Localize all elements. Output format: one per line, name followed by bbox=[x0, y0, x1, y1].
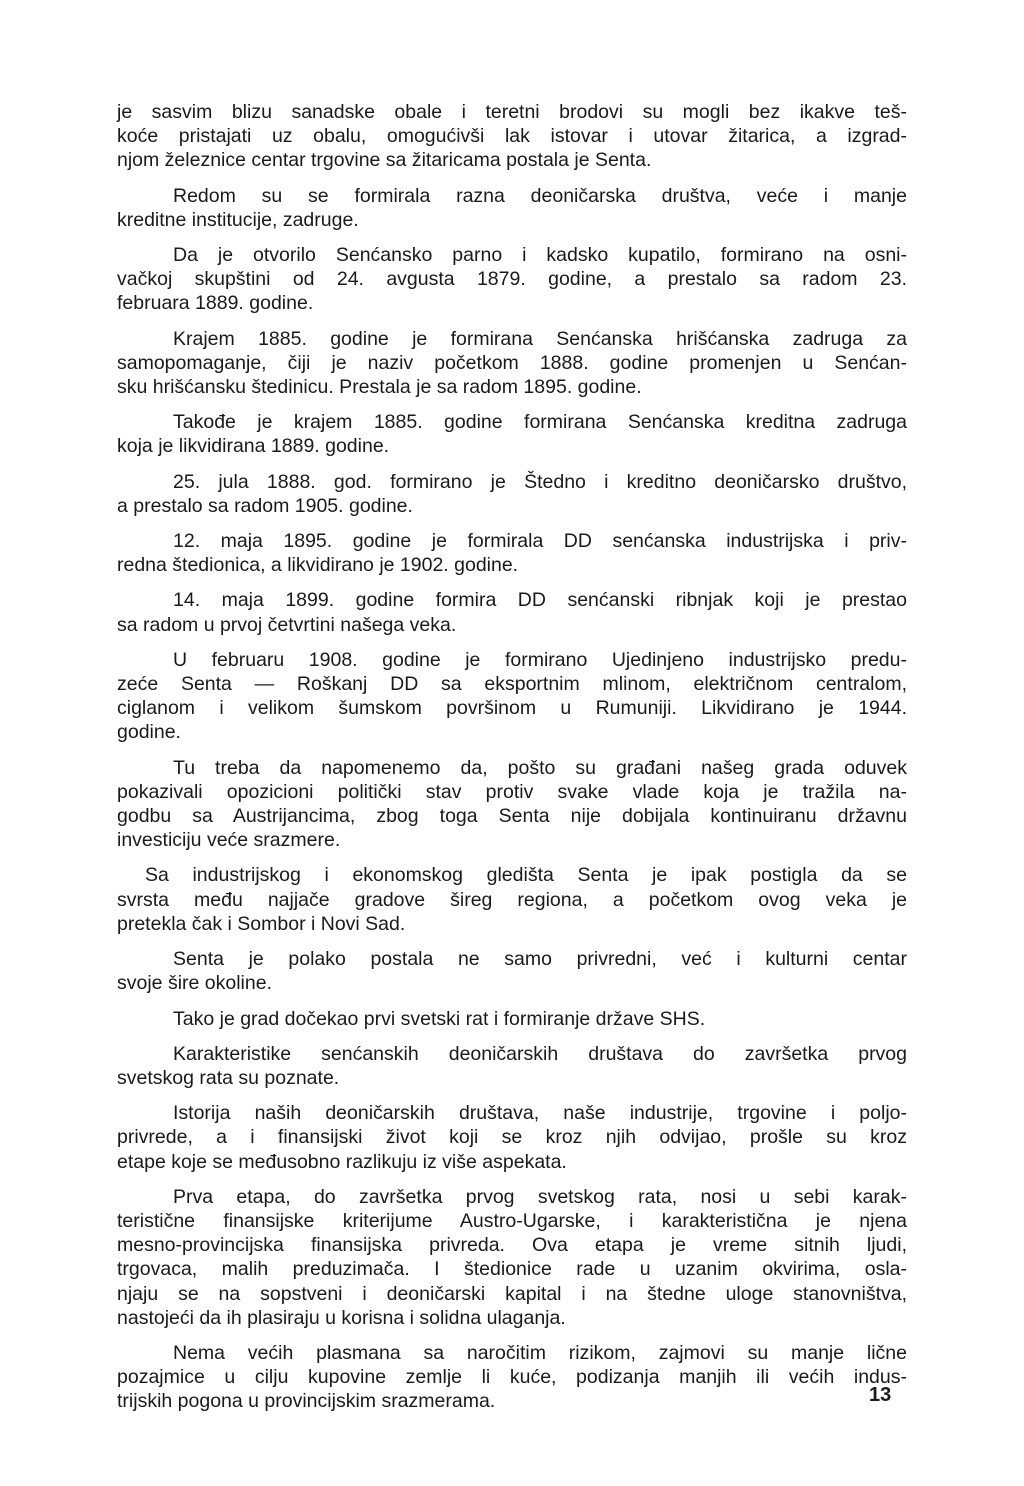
text-line: etape koje se međusobno razlikuju iz više aspekata. bbox=[117, 1150, 567, 1173]
text-line: Takođe je krajem 1885. godine formirana Senćanska kreditna zadruga bbox=[173, 411, 907, 434]
paragraph bbox=[117, 470, 907, 518]
text-line: ciglanom i velikom šumskom površinom u Rumuniji. Likvidirano je 1944. bbox=[117, 697, 907, 720]
text-line: Senta je polako postala ne samo privredni, već i kulturni centar bbox=[173, 948, 907, 971]
paragraph bbox=[117, 1341, 907, 1414]
text-line: Nema većih plasmana sa naročitim rizikom, zajmovi su manje lične bbox=[173, 1341, 907, 1364]
text-line: trgovaca, malih preduzimača. I štedionice rade u uzanim okvirima, osla- bbox=[117, 1258, 907, 1281]
text-line: mesno-provincijska finansijska privreda. Ova etapa je vreme sitnih ljudi, bbox=[117, 1234, 907, 1257]
text-line: Istorija naših deoničarskih društava, naše industrije, trgovine i poljo- bbox=[173, 1102, 907, 1125]
text-line: vačkoj skupštini od 24. avgusta 1879. godine, a prestalo sa radom 23. bbox=[117, 268, 907, 291]
text-line: sku hrišćansku štedinicu. Prestala je sa radom 1895. godine. bbox=[117, 376, 642, 399]
text-line: 14. maja 1899. godine formira DD senćanski ribnjak koji je prestao bbox=[173, 589, 907, 612]
text-line: Da je otvorilo Senćansko parno i kadsko kupatilo, formirano na osni- bbox=[173, 244, 907, 267]
text-line: Tako je grad dočekao prvi svetski rat i formiranje države SHS. bbox=[173, 1007, 706, 1030]
text-line: Redom su se formirala razna deoničarska društva, veće i manje bbox=[173, 184, 907, 207]
text-line: Karakteristike senćanskih deoničarskih društava do završetka prvog bbox=[173, 1042, 907, 1065]
text-line: godbu sa Austrijancima, zbog toga Senta nije dobijala kontinuiranu državnu bbox=[117, 805, 907, 828]
paragraph bbox=[117, 1185, 907, 1330]
text-line: godine. bbox=[117, 721, 181, 744]
text-line: Sa industrijskog i ekonomskog gledišta Senta je ipak postigla da se bbox=[145, 864, 907, 887]
text-line: redna štedionica, a likvidirano je 1902. godine. bbox=[117, 554, 519, 577]
paragraph bbox=[117, 947, 907, 995]
text-line: njom železnice centar trgovine sa žitaricama postala je Senta. bbox=[117, 149, 652, 172]
paragraph bbox=[117, 1101, 907, 1174]
paragraph bbox=[117, 243, 907, 316]
paragraph bbox=[117, 1007, 907, 1031]
paragraph bbox=[117, 648, 907, 745]
paragraph bbox=[117, 100, 907, 173]
text-line: U februaru 1908. godine je formirano Ujedinjeno industrijsko predu- bbox=[173, 648, 907, 671]
text-line: sa radom u prvoj četvrtini našega veka. bbox=[117, 613, 457, 636]
text-line: Prva etapa, do završetka prvog svetskog rata, nosi u sebi karak- bbox=[173, 1185, 907, 1208]
text-line: pokazivali opozicioni politički stav protiv svake vlade koja je tražila na- bbox=[117, 780, 907, 803]
paragraph bbox=[117, 863, 907, 936]
text-line: investiciju veće srazmere. bbox=[117, 829, 341, 852]
text-line: svoje šire okoline. bbox=[117, 972, 272, 995]
text-line: teristične finansijske kriterijume Austro-Ugarske, i karakteristična je njena bbox=[117, 1209, 907, 1232]
paragraph bbox=[117, 1042, 907, 1090]
text-line: zeće Senta — Roškanj DD sa eksportnim mlinom, električnom centralom, bbox=[117, 673, 907, 696]
text-line: svrsta među najjače gradove šireg regiona, a početkom ovog veka je bbox=[117, 888, 907, 911]
text-line: trijskih pogona u provincijskim srazmerama. bbox=[117, 1390, 496, 1413]
paragraph bbox=[117, 184, 907, 232]
text-line: svetskog rata su poznate. bbox=[117, 1066, 340, 1089]
text-line: 12. maja 1895. godine je formirala DD senćanska industrijska i priv- bbox=[173, 530, 907, 553]
text-line: koće pristajati uz obalu, omogućivši lak istovar i utovar žitarica, a izgrad- bbox=[117, 125, 907, 148]
page-number: 13 bbox=[869, 1384, 892, 1406]
text-line: privrede, a i finansijski život koji se kroz njih odvijao, prošle su kroz bbox=[117, 1126, 907, 1149]
text-line: samopomaganje, čiji je naziv početkom 1888. godine promenjen u Senćan- bbox=[117, 351, 907, 374]
text-line: februara 1889. godine. bbox=[117, 292, 314, 315]
text-line: Tu treba da napomenemo da, pošto su građani našeg grada oduvek bbox=[173, 756, 907, 779]
text-line: kreditne institucije, zadruge. bbox=[117, 208, 359, 231]
text-line: pretekla čak i Sombor i Novi Sad. bbox=[117, 912, 406, 935]
paragraph bbox=[117, 756, 907, 853]
text-line: nastojeći da ih plasiraju u korisna i solidna ulaganja. bbox=[117, 1306, 566, 1329]
paragraph bbox=[117, 588, 907, 636]
paragraph bbox=[117, 327, 907, 400]
paragraph bbox=[117, 410, 907, 458]
text-line: 25. jula 1888. god. formirano je Štedno i kreditno deoničarsko društvo, bbox=[173, 470, 907, 493]
text-line: Krajem 1885. godine je formirana Senćanska hrišćanska zadruga za bbox=[173, 327, 907, 350]
text-line: njaju se na sopstveni i deoničarski kapital i na štedne uloge stanovništva, bbox=[117, 1282, 907, 1305]
text-line: koja je likvidirana 1889. godine. bbox=[117, 435, 390, 458]
text-line: a prestalo sa radom 1905. godine. bbox=[117, 494, 413, 517]
text-line: je sasvim blizu sanadske obale i teretni brodovi su mogli bez ikakve teš- bbox=[117, 101, 907, 123]
text-line: pozajmice u cilju kupovine zemlje li kuće, podizanja manjih ili većih indus- bbox=[117, 1366, 907, 1389]
paragraph bbox=[117, 529, 907, 577]
body-text bbox=[117, 100, 907, 1425]
